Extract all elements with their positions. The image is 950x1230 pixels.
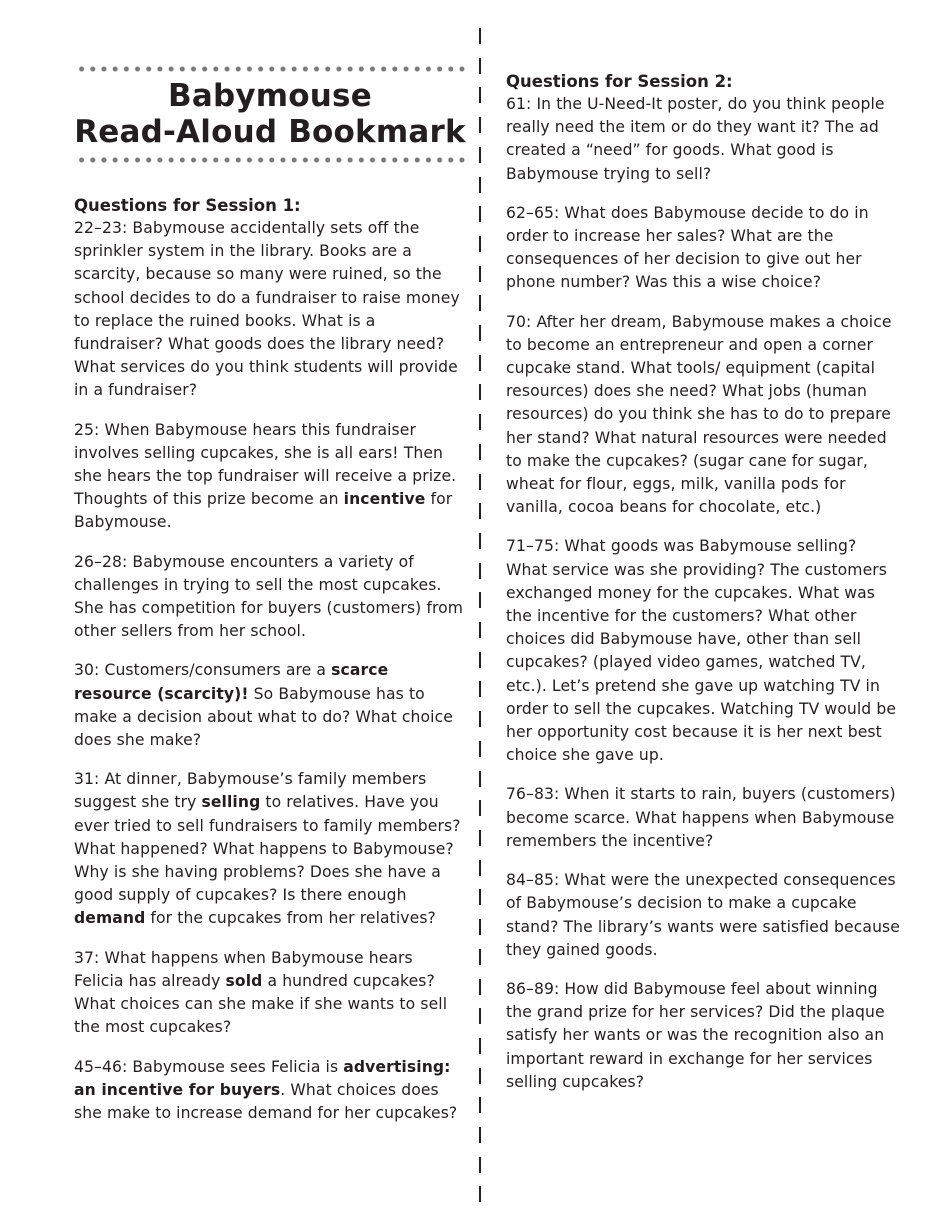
title-line-2: Read-Aloud Bookmark xyxy=(74,114,466,150)
cut-tick xyxy=(479,711,481,727)
cut-tick xyxy=(479,266,481,282)
cut-tick xyxy=(479,1068,481,1084)
cut-tick xyxy=(479,563,481,579)
cut-tick xyxy=(479,1038,481,1054)
cut-tick xyxy=(479,830,481,846)
cut-tick xyxy=(479,177,481,193)
cut-tick xyxy=(479,860,481,876)
question: 70: After her dream, Babymouse makes a choice to become an entrepreneur and open a corner cupcake stand. What tools/ equipment (capital resources) does she need? What jobs (human resources) do you think she has to do to prepare her stand? What natural resources were needed to make the cupcakes? (sugar cane for sugar, wheat for flour, eggs, milk, vanilla pods for vanilla, cocoa beans for chocolate, etc.) xyxy=(506,312,892,517)
question xyxy=(74,419,466,535)
key-term: selling xyxy=(201,793,261,812)
question: 61: In the U-Need-It poster, do you think people really need the item or do they want it? The ad created a “need” for goods. What good is Babymouse trying to sell? xyxy=(506,95,885,183)
question-text: . What choices does she make to increase demand for her cupcakes? xyxy=(74,1080,458,1122)
dotted-divider-top xyxy=(74,66,466,72)
cut-tick xyxy=(479,622,481,638)
cut-tick xyxy=(479,474,481,490)
question-text: 45–46: Babymouse sees Felicia is xyxy=(74,1057,344,1076)
cut-tick xyxy=(479,979,481,995)
cut-tick xyxy=(479,889,481,905)
cut-tick xyxy=(479,28,481,44)
question-text: for Babymouse. xyxy=(74,490,453,532)
dotted-divider-bottom xyxy=(74,157,466,163)
cut-tick xyxy=(479,325,481,341)
question-text: a hundred cupcakes? What choices can she make if she wants to sell the most cupcakes? xyxy=(74,971,448,1037)
cut-tick xyxy=(479,1097,481,1113)
cut-line xyxy=(474,28,486,1203)
key-term: scarce resource (scarcity)! xyxy=(74,661,389,703)
question xyxy=(74,947,466,1040)
question-text: 37: What happens when Babymouse hears Felicia has already xyxy=(74,948,413,990)
question: 84–85: What were the unexpected consequences of Babymouse’s decision to make a cupcake stand? The library’s wants were satisfied because they gained goods. xyxy=(506,871,900,959)
key-term: incentive xyxy=(343,490,426,509)
question-text: 30: Customers/consumers are a xyxy=(74,661,332,680)
question: 22–23: Babymouse accidentally sets off the sprinkler system in the library. Books are a scarcity, because so many were ruined, so the school decides to do a fundraiser to raise money to replace the ruined books. What is a fundraiser? What goods does the library need? What services do you think students will provide in a fundraiser? xyxy=(74,219,460,400)
cut-tick xyxy=(479,236,481,252)
cut-tick xyxy=(479,384,481,400)
cut-tick xyxy=(479,949,481,965)
cut-tick xyxy=(479,1186,481,1202)
cut-tick xyxy=(479,295,481,311)
cut-tick xyxy=(479,681,481,697)
key-term: sold xyxy=(225,971,263,990)
question: 86–89: How did Babymouse feel about winning the grand prize for her services? Did the plaque satisfy her wants or was the recognition also an important reward in exchange for her services selling cupcakes? xyxy=(506,979,885,1091)
cut-tick xyxy=(479,533,481,549)
question: 62–65: What does Babymouse decide to do in order to increase her sales? What are the consequences of her decision to give out her phone number? Was this a wise choice? xyxy=(506,203,869,292)
cut-tick xyxy=(479,919,481,935)
session-2-questions xyxy=(506,70,902,1110)
cut-tick xyxy=(479,355,481,371)
session-2-heading: Questions for Session 2: xyxy=(506,72,733,91)
cut-tick xyxy=(479,117,481,133)
question xyxy=(74,1056,466,1126)
cut-tick xyxy=(479,503,481,519)
cut-tick xyxy=(479,1157,481,1173)
cut-tick xyxy=(479,1127,481,1143)
cut-tick xyxy=(479,652,481,668)
question: 76–83: When it starts to rain, buyers (customers) become scarce. What happens when Babymouse remembers the incentive? xyxy=(506,785,896,850)
key-term: demand xyxy=(74,909,146,928)
question-text: 25: When Babymouse hears this fundraiser involves selling cupcakes, she is all ears! Then she hears the top fundraiser will receive a prize. Thoughts of this prize become an xyxy=(74,420,457,509)
question-text: So Babymouse has to make a decision about what to do? What choice does she make? xyxy=(74,684,453,750)
cut-tick xyxy=(479,592,481,608)
key-term: advertising: an incentive for buyers xyxy=(74,1057,451,1099)
cut-tick xyxy=(479,87,481,103)
title-line-1: Babymouse xyxy=(168,78,372,114)
question xyxy=(74,768,466,930)
bookmark-title xyxy=(74,78,466,150)
question: 26–28: Babymouse encounters a variety of challenges in trying to sell the most cupcakes. She has competition for buyers (customers) from other sellers from her school. xyxy=(74,552,464,641)
question-text: for the cupcakes from her relatives? xyxy=(145,909,436,928)
cut-tick xyxy=(479,414,481,430)
question: 71–75: What goods was Babymouse selling? What service was she providing? The customers exchanged money for the cupcakes. What was the incentive for the customers? What other choices did Babymouse have, other than sell cupcakes? (played video games, watched TV, etc.). Let’s pretend she gave up watching TV in order to sell the cupcakes. Watching TV would be her opportunity cost because it is her next best choice she gave up. xyxy=(506,537,897,765)
cut-tick xyxy=(479,800,481,816)
session-1-questions xyxy=(74,194,466,1141)
cut-tick xyxy=(479,1008,481,1024)
question-text: 31: At dinner, Babymouse’s family members suggest she try xyxy=(74,770,427,812)
cut-tick xyxy=(479,58,481,74)
question xyxy=(74,659,466,752)
cut-tick xyxy=(479,741,481,757)
question-text: to relatives. Have you ever tried to sell fundraisers to family members? What happened? What happens to Babymouse? Why is she having problems? Does she have a good supply of cupcakes? Is there enough xyxy=(74,793,461,905)
cut-tick xyxy=(479,206,481,222)
session-1-heading: Questions for Session 1: xyxy=(74,196,301,215)
cut-tick xyxy=(479,771,481,787)
cut-tick xyxy=(479,444,481,460)
cut-tick xyxy=(479,147,481,163)
